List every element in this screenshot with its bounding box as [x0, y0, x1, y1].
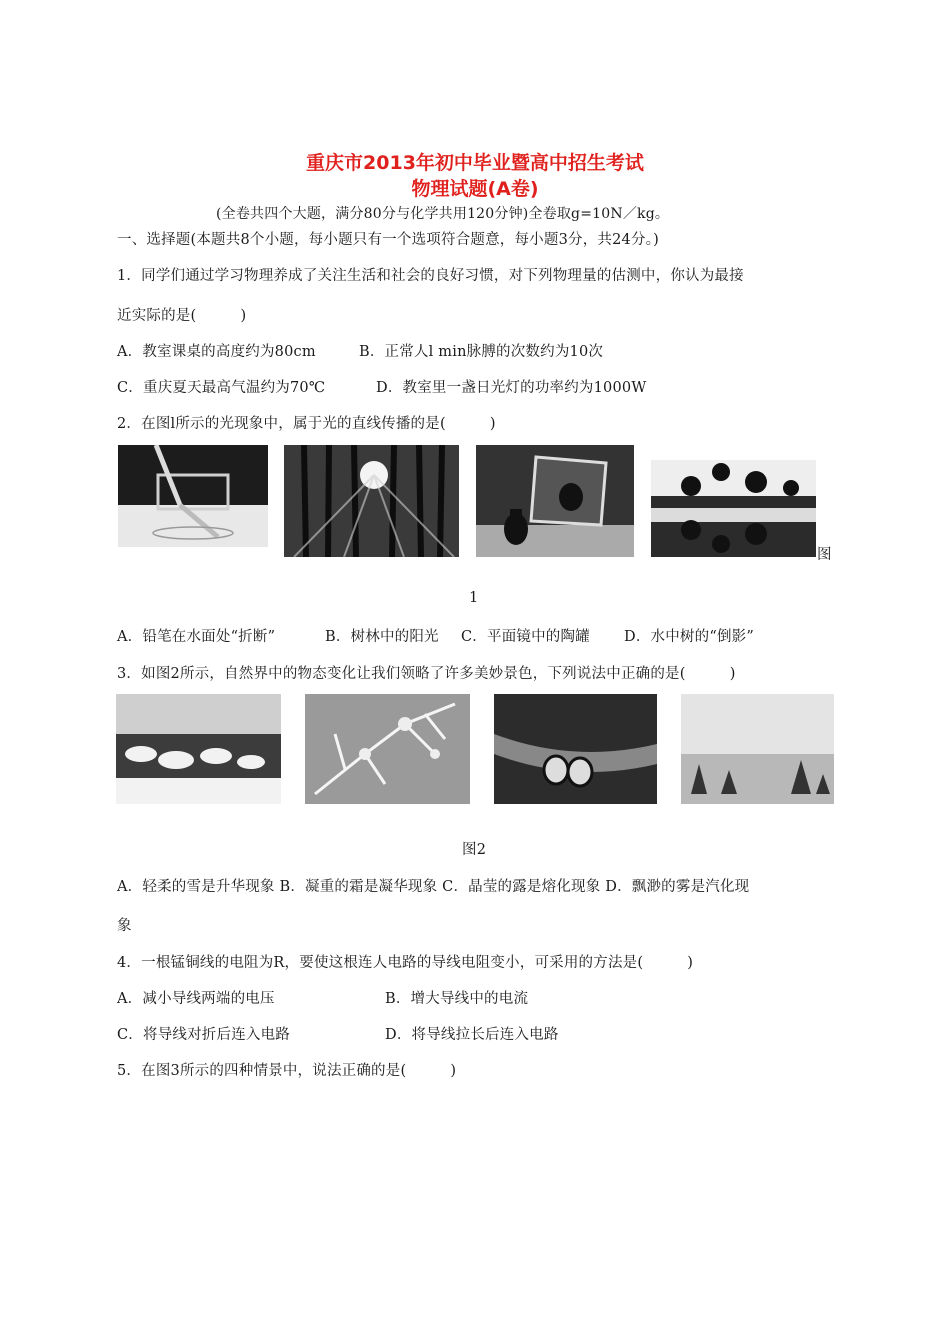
q4-option-c: C．将导线对折后连入电路 [117, 1027, 290, 1043]
q2-option-d: D．水中树的“倒影” [624, 629, 754, 645]
q4-option-b: B．增大导线中的电流 [385, 991, 529, 1007]
q3-options-line1: A．轻柔的雪是升华现象 B．凝重的霜是凝华现象 C．晶莹的露是熔化现象 D．飘渺的雾是汽化现 [117, 879, 750, 895]
q2-option-a: A．铅笔在水面处“折断” [117, 629, 276, 645]
q4-option-a: A．减小导线两端的电压 [117, 991, 275, 1007]
q2-option-c: C．平面镜中的陶罐 [461, 629, 590, 645]
q1-option-d: D．教室里一盏日光灯的功率约为1000W [376, 380, 647, 396]
fig1-label-number: 1 [469, 590, 479, 606]
fig2-label: 图2 [462, 842, 487, 858]
section-heading: 一、选择题(本题共8个小题，每小题只有一个选项符合题意，每小题3分，共24分。) [117, 232, 659, 248]
q2-stem: 2．在图l所示的光现象中，属于光的直线传播的是( ) [117, 416, 496, 432]
fig2-frost-photo [305, 694, 470, 804]
exam-title: 重庆市2013年初中毕业暨高中招生考试 [306, 152, 644, 174]
q1-stem-line2: 近实际的是( ) [117, 308, 247, 324]
q1-option-c: C．重庆夏天最高气温约为70℃ [117, 380, 326, 396]
fig1-mirror-jar-photo [476, 445, 634, 557]
fig2-dew-photo [494, 694, 657, 804]
q4-option-d: D．将导线拉长后连入电路 [385, 1027, 559, 1043]
fig2-fog-photo [681, 694, 834, 804]
fig1-label-tail: 图 [817, 547, 832, 563]
exam-subject-title: 物理试题(A卷) [411, 178, 539, 200]
exam-instructions: (全卷共四个大题，满分80分与化学共用120分钟)全卷取g=10N／kg。 [216, 206, 670, 222]
q2-option-b: B．树林中的阳光 [325, 629, 439, 645]
q1-option-b: B．正常人l min脉膊的次数约为10次 [359, 344, 604, 360]
fig2-snow-photo [116, 694, 281, 804]
fig1-forest-sunlight-photo [284, 445, 459, 557]
fig1-tree-reflection-photo [651, 460, 816, 557]
fig1-pencil-in-water-photo [118, 445, 268, 547]
q5-stem: 5．在图3所示的四种情景中，说法正确的是( ) [117, 1063, 457, 1079]
q3-stem: 3．如图2所示，自然界中的物态变化让我们领略了许多美妙景色，下列说法中正确的是( ) [117, 666, 736, 682]
q4-stem: 4．一根锰铜线的电阻为R，要使这根连人电路的导线电阻变小，可采用的方法是( ) [117, 955, 694, 971]
q3-options-line2: 象 [117, 918, 132, 934]
q1-option-a: A．教室课桌的高度约为80cm [117, 344, 316, 360]
q1-stem-line1: 1．同学们通过学习物理养成了关注生活和社会的良好习惯，对下列物理量的估测中，你认为最接 [117, 268, 744, 284]
